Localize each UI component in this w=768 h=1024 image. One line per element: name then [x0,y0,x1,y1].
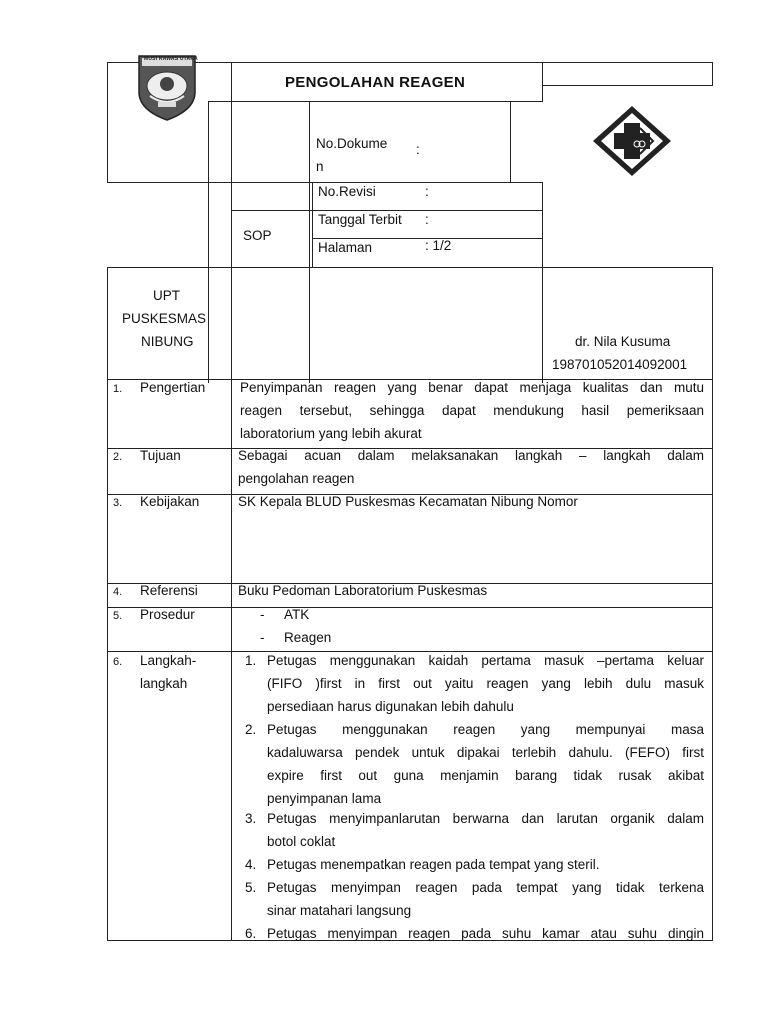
section-number: 6. [113,656,123,668]
section-number: 3. [113,497,123,509]
signer-name: dr. Nila Kusuma [575,334,671,349]
puskesmas-logo [591,104,673,178]
section-label: langkah [140,676,188,691]
step-text-line: botol coklat [267,834,336,849]
bullet-item: Reagen [284,630,332,645]
section-label: Tujuan [140,448,181,463]
doc-number-value: : [416,142,420,157]
section-text-line: Buku Pedoman Laboratorium Puskesmas [238,583,488,598]
step-text-line: persediaan harus digunakan lebih dahulu [267,699,514,714]
step-number: 4. [245,857,257,872]
step-text-line: penyimpanan lama [267,791,382,806]
step-number: 6. [245,926,257,941]
publish-date-label: Tanggal Terbit [318,212,402,227]
org-name-line-2: PUSKESMAS [122,311,207,326]
org-name-line-3: NIBUNG [141,334,194,349]
step-number: 1. [245,653,257,668]
section-number: 2. [113,451,123,463]
section-text-line: SK Kepala BLUD Puskesmas Kecamatan Nibung Nomor [238,494,578,509]
step-text-line: Petugas menyimpanlarutan berwarna dan larutan organik dalam [267,811,704,826]
revision-value: : [425,184,429,199]
section-number: 4. [113,586,123,598]
section-text-line: pengolahan reagen [238,471,355,486]
step-text-line: Petugas menyimpan reagen pada tempat yang tidak terkena [267,880,704,895]
section-text-line: Sebagai acuan dalam melaksanakan langkah – langkah dalam [238,448,704,463]
step-text-line: sinar matahari langsung [267,903,412,918]
revision-label: No.Revisi [318,184,376,199]
section-text-line: reagen tersebut, sehingga dapat mendukung hasil pemeriksaan [240,403,704,418]
step-text-line: expire first out guna menjamin barang tidak rusak akibat [267,768,704,783]
page-label: Halaman [318,240,373,255]
org-name-line-1: UPT [153,288,180,303]
section-label: Langkah- [140,653,197,668]
doc-number-label-2: n [316,159,324,174]
bullet-item: ATK [284,607,310,622]
doc-number-label-1: No.Dokume [316,136,388,151]
step-text-line: Petugas menggunakan kaidah pertama masuk –pertama keluar [267,653,704,668]
regency-logo-text: MUSI RAWAS UTARA [144,56,198,62]
step-number: 5. [245,880,257,895]
step-text-line: Petugas menggunakan reagen yang mempunyai masa [267,722,704,737]
signer-nip: 198701052014092001 [552,357,688,372]
step-text-line: Petugas menempatkan reagen pada tempat yang steril. [267,857,600,872]
section-number: 5. [113,610,123,622]
section-number: 1. [113,383,123,395]
section-text-line: Penyimpanan reagen yang benar dapat menjaga kualitas dan mutu [240,380,704,395]
step-text-line: kadaluwarsa pendek untuk dipakai terlebih dahulu. (FEFO) first [267,745,704,760]
step-text-line: (FIFO )first in first out yaitu reagen yang lebih dulu masuk [267,676,704,691]
document-title: PENGOLAHAN REAGEN [285,74,466,91]
publish-date-value: : [425,212,429,227]
section-label: Referensi [140,583,198,598]
page-value: : 1/2 [425,238,452,253]
section-label: Kebijakan [140,494,200,509]
bullet-dash: - [260,630,265,645]
step-text-line: Petugas menyimpan reagen pada suhu kamar atau suhu dingin [267,926,704,941]
step-number: 2. [245,722,257,737]
regency-logo [136,52,198,122]
section-text-line: laboratorium yang lebih akurat [240,426,422,441]
step-number: 3. [245,811,257,826]
section-label: Pengertian [140,380,206,395]
sop-label: SOP [243,228,272,243]
bullet-dash: - [260,607,265,622]
section-label: Prosedur [140,607,195,622]
